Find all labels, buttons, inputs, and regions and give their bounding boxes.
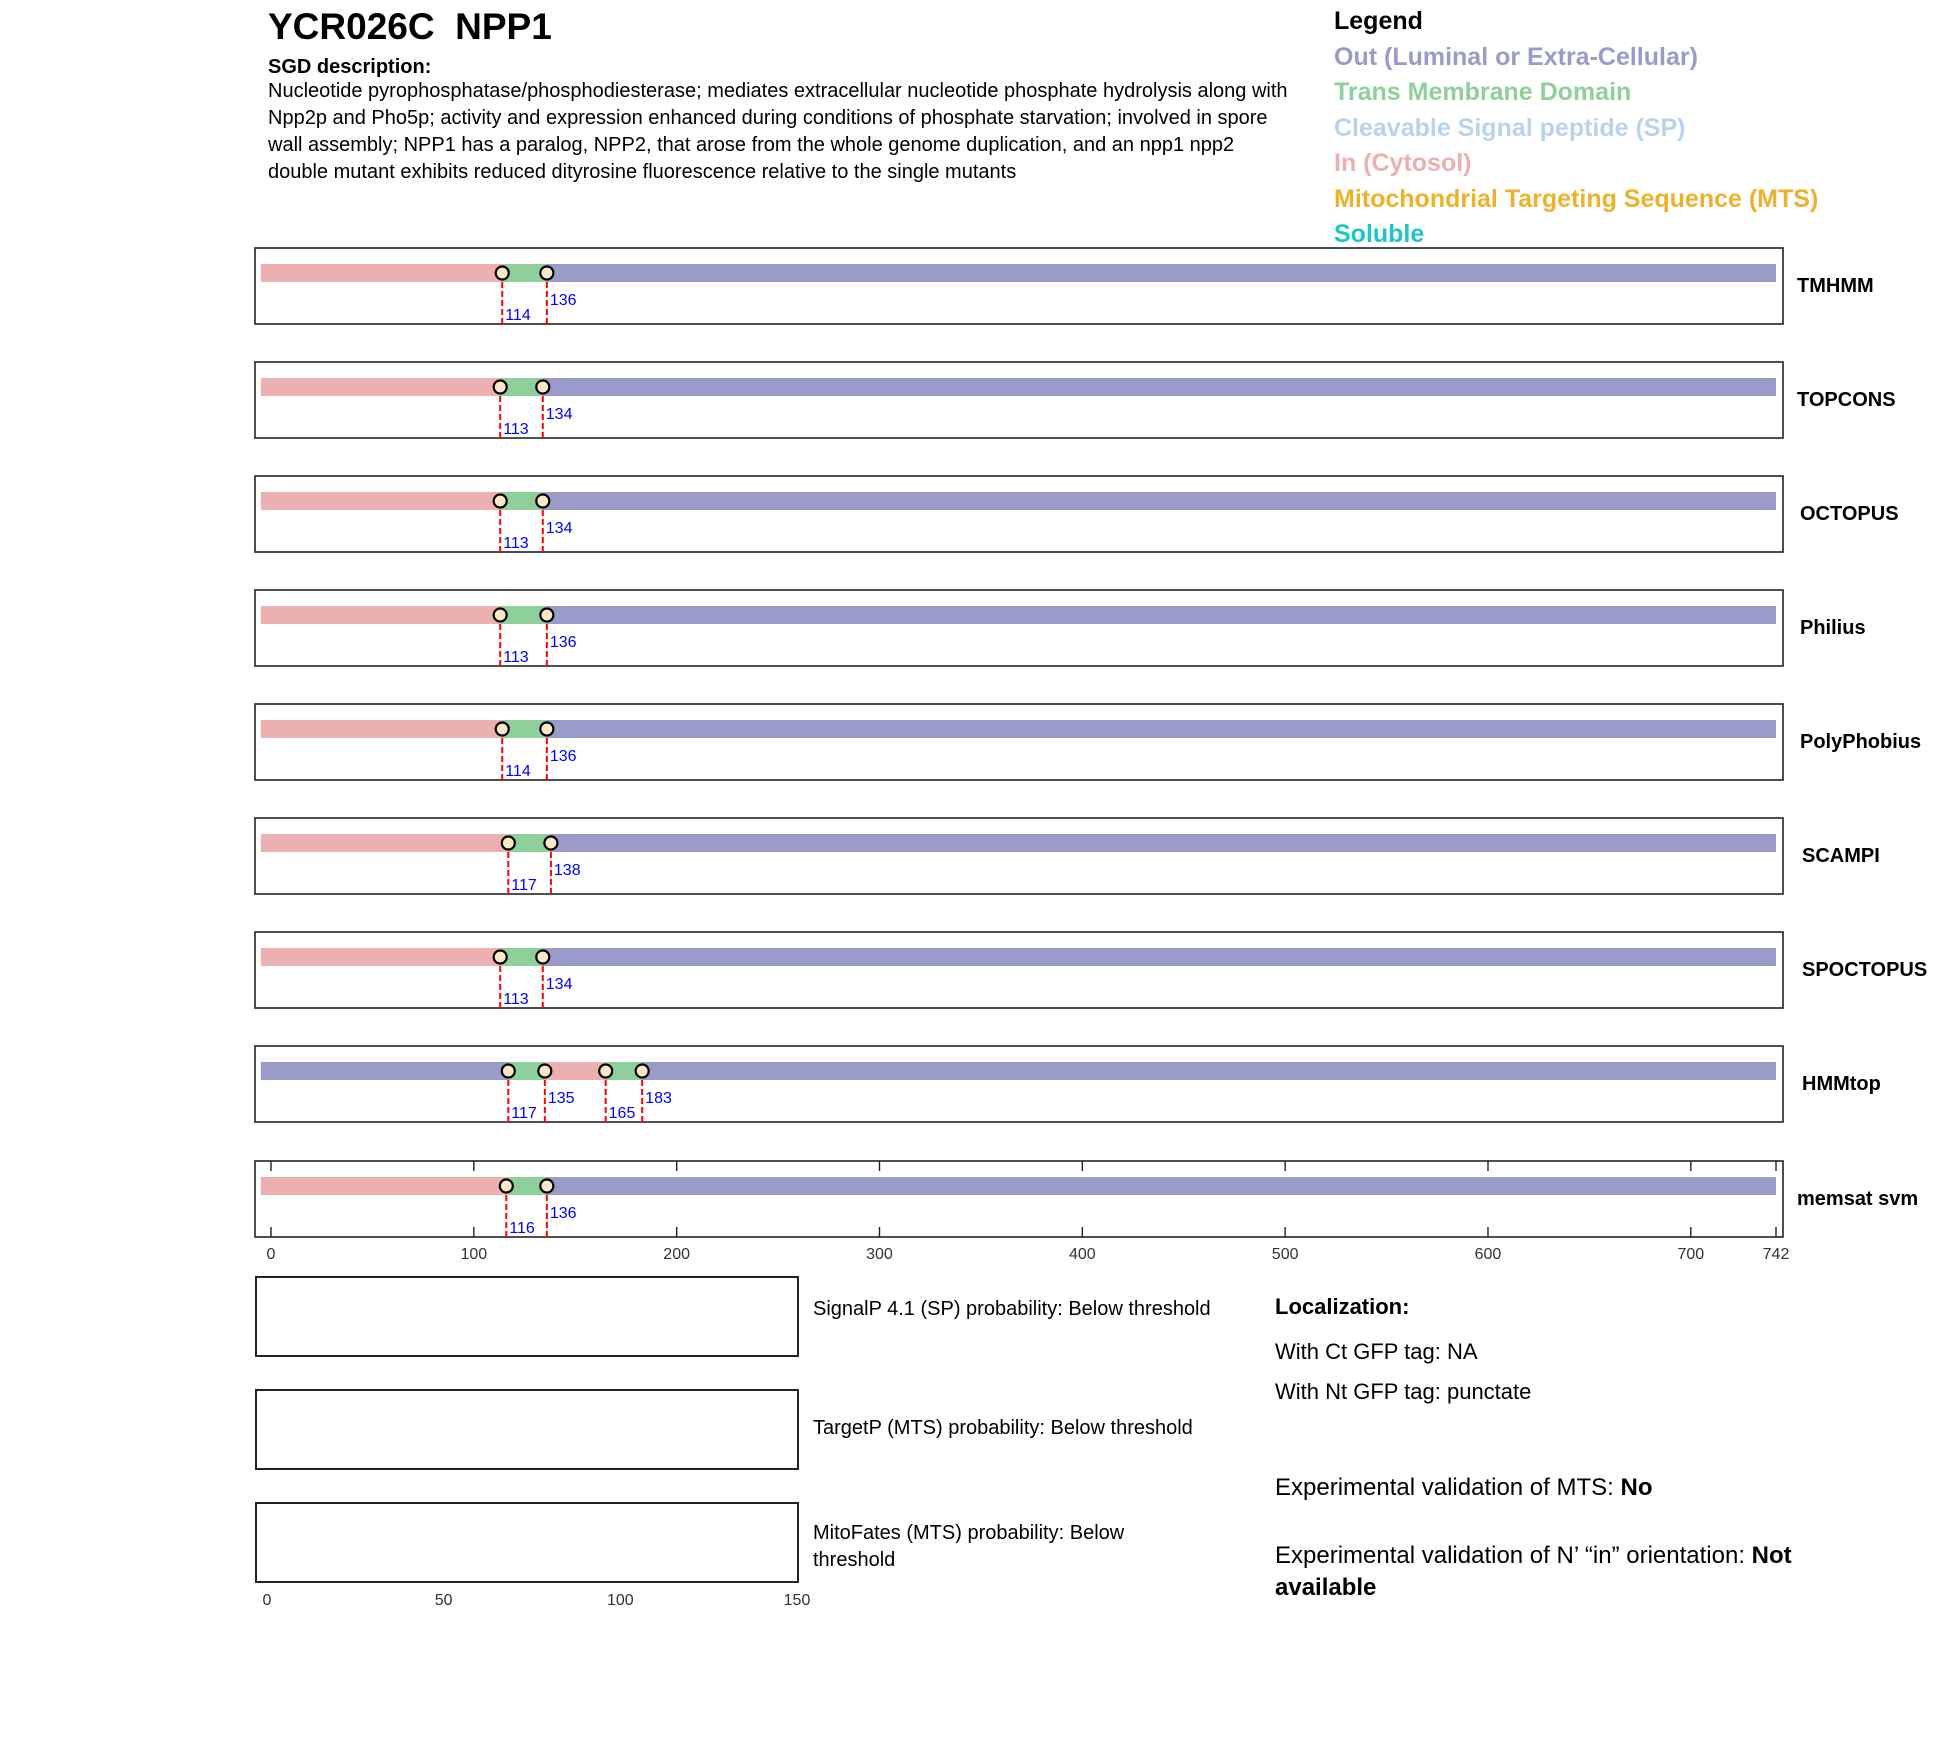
legend-item-mts: Mitochondrial Targeting Sequence (MTS) <box>1334 184 1819 213</box>
track-box <box>255 818 1783 894</box>
orientation-validation <box>1275 1540 1835 1604</box>
x-tick-label: 400 <box>1068 1246 1096 1263</box>
segment-in <box>261 1177 506 1195</box>
boundary-label: 114 <box>505 307 531 324</box>
mts-validation <box>1275 1474 1652 1502</box>
boundary-marker <box>636 1065 649 1078</box>
small-x-tick-label: 100 <box>606 1592 634 1609</box>
boundary-marker <box>494 609 507 622</box>
gene-title: YCR026C NPP1 <box>268 6 552 47</box>
boundary-label: 117 <box>511 877 537 894</box>
mitofates-plot-box <box>255 1502 799 1583</box>
segment-out <box>547 606 1776 624</box>
segment-in <box>261 264 502 282</box>
track-box <box>255 704 1783 780</box>
legend-item-soluble: Soluble <box>1334 220 1425 248</box>
boundary-marker <box>500 1180 513 1193</box>
predictor-label: SCAMPI <box>1802 845 1880 867</box>
boundary-marker <box>496 267 509 280</box>
track-box <box>255 590 1783 666</box>
track-box <box>255 476 1783 552</box>
segment-out <box>547 720 1776 738</box>
boundary-label: 165 <box>608 1105 636 1122</box>
legend-item-tm: Trans Membrane Domain <box>1334 78 1632 106</box>
legend-item-in: In (Cytosol) <box>1334 149 1472 177</box>
boundary-marker <box>494 951 507 964</box>
legend-title: Legend <box>1334 7 1423 35</box>
x-tick-label: 500 <box>1271 1246 1299 1263</box>
track-box <box>255 932 1783 1008</box>
x-tick-label: 0 <box>266 1246 276 1263</box>
boundary-marker <box>502 837 515 850</box>
x-tick-label: 300 <box>866 1246 893 1263</box>
boundary-marker <box>540 609 553 622</box>
x-tick-label: 100 <box>460 1246 488 1263</box>
predictor-label: OCTOPUS <box>1800 503 1899 525</box>
localization-title: Localization: <box>1275 1294 1410 1319</box>
segment-out <box>547 264 1776 282</box>
predictor-label: TOPCONS <box>1797 389 1896 411</box>
boundary-label: 134 <box>545 976 573 993</box>
segment-in <box>261 720 502 738</box>
boundary-marker <box>536 951 549 964</box>
boundary-label: 136 <box>549 634 577 651</box>
boundary-label: 116 <box>509 1220 535 1237</box>
predictor-label: TMHMM <box>1797 275 1874 297</box>
mts-validation-value: No <box>1620 1474 1653 1501</box>
boundary-label: 113 <box>503 421 529 438</box>
segment-in <box>261 834 508 852</box>
track-box <box>255 362 1783 438</box>
segment-out <box>543 948 1776 966</box>
boundary-marker <box>544 837 557 850</box>
boundary-label: 135 <box>547 1090 575 1107</box>
boundary-label: 136 <box>549 292 577 309</box>
segment-out <box>261 1062 508 1080</box>
boundary-marker <box>496 723 509 736</box>
segment-in <box>261 948 500 966</box>
segment-in <box>261 606 500 624</box>
track-box <box>255 1046 1783 1122</box>
boundary-label: 136 <box>549 748 577 765</box>
targetp-plot-box <box>255 1389 799 1470</box>
boundary-label: 134 <box>545 520 573 537</box>
track-box <box>255 248 1783 324</box>
boundary-label: 113 <box>503 991 529 1008</box>
boundary-marker <box>599 1065 612 1078</box>
x-tick-label: 600 <box>1474 1246 1502 1263</box>
segment-in <box>261 492 500 510</box>
boundary-label: 136 <box>549 1205 577 1222</box>
segment-in <box>261 378 500 396</box>
signalp-plot-box <box>255 1276 799 1357</box>
predictor-label: SPOCTOPUS <box>1802 959 1928 981</box>
boundary-marker <box>494 381 507 394</box>
predictor-label: HMMtop <box>1802 1073 1881 1095</box>
x-tick-label: 742 <box>1762 1246 1790 1263</box>
segment-out <box>543 492 1776 510</box>
description-label: SGD description: <box>268 56 432 78</box>
boundary-label: 113 <box>503 535 529 552</box>
boundary-marker <box>538 1065 551 1078</box>
mts-validation-label: Experimental validation of MTS: <box>1275 1474 1621 1501</box>
boundary-marker <box>494 495 507 508</box>
predictor-label: Philius <box>1800 617 1866 639</box>
boundary-label: 138 <box>553 862 581 879</box>
boundary-label: 114 <box>505 763 531 780</box>
boundary-marker <box>540 1180 553 1193</box>
small-x-tick-label: 50 <box>434 1592 453 1609</box>
signalp-probability-label: SignalP 4.1 (SP) probability: Below threshold <box>813 1298 1211 1320</box>
boundary-marker <box>536 381 549 394</box>
targetp-probability-label: TargetP (MTS) probability: Below threshold <box>813 1417 1193 1439</box>
track-box <box>255 1161 1783 1237</box>
segment-out <box>547 1177 1776 1195</box>
segment-in <box>545 1062 606 1080</box>
predictor-label: memsat svm <box>1797 1188 1919 1210</box>
boundary-marker <box>540 723 553 736</box>
ct-gfp-localization: With Ct GFP tag: NA <box>1275 1339 1478 1364</box>
small-x-tick-label: 150 <box>783 1592 811 1609</box>
boundary-label: 183 <box>645 1090 672 1107</box>
segment-out <box>543 378 1776 396</box>
orientation-validation-value: Not available <box>1275 1542 1792 1601</box>
orientation-validation-label: Experimental validation of N’ “in” orientation: <box>1275 1542 1752 1569</box>
boundary-marker <box>502 1065 515 1078</box>
predictor-label: PolyPhobius <box>1800 731 1922 753</box>
x-tick-label: 200 <box>663 1246 691 1263</box>
boundary-label: 134 <box>545 406 573 423</box>
boundary-marker <box>536 495 549 508</box>
nt-gfp-localization: With Nt GFP tag: punctate <box>1275 1379 1532 1404</box>
legend-item-out: Out (Luminal or Extra-Cellular) <box>1334 42 1698 71</box>
boundary-label: 113 <box>503 649 529 666</box>
description-text: Nucleotide pyrophosphatase/phosphodiesterase; mediates extracellular nucleotide phosphate hydrolysis along with Npp2p and Pho5p; activity and expression enhanced during conditions of phosphate starvation; involved in spore wall assembly; NPP1 has a paralog, NPP2, that arose from the whole genome duplication, and an npp1 npp2 double mutant exhibits reduced dityrosine fluorescence relative to the single mutants <box>268 80 1288 183</box>
legend-item-sp: Cleavable Signal peptide (SP) <box>1334 113 1686 142</box>
segment-out <box>551 834 1776 852</box>
segment-out <box>642 1062 1776 1080</box>
x-tick-label: 700 <box>1677 1246 1705 1263</box>
boundary-marker <box>540 267 553 280</box>
boundary-label: 117 <box>511 1105 537 1122</box>
small-x-tick-label: 0 <box>262 1592 272 1609</box>
mitofates-probability-label: MitoFates (MTS) probability: Below threshold <box>813 1522 1125 1571</box>
